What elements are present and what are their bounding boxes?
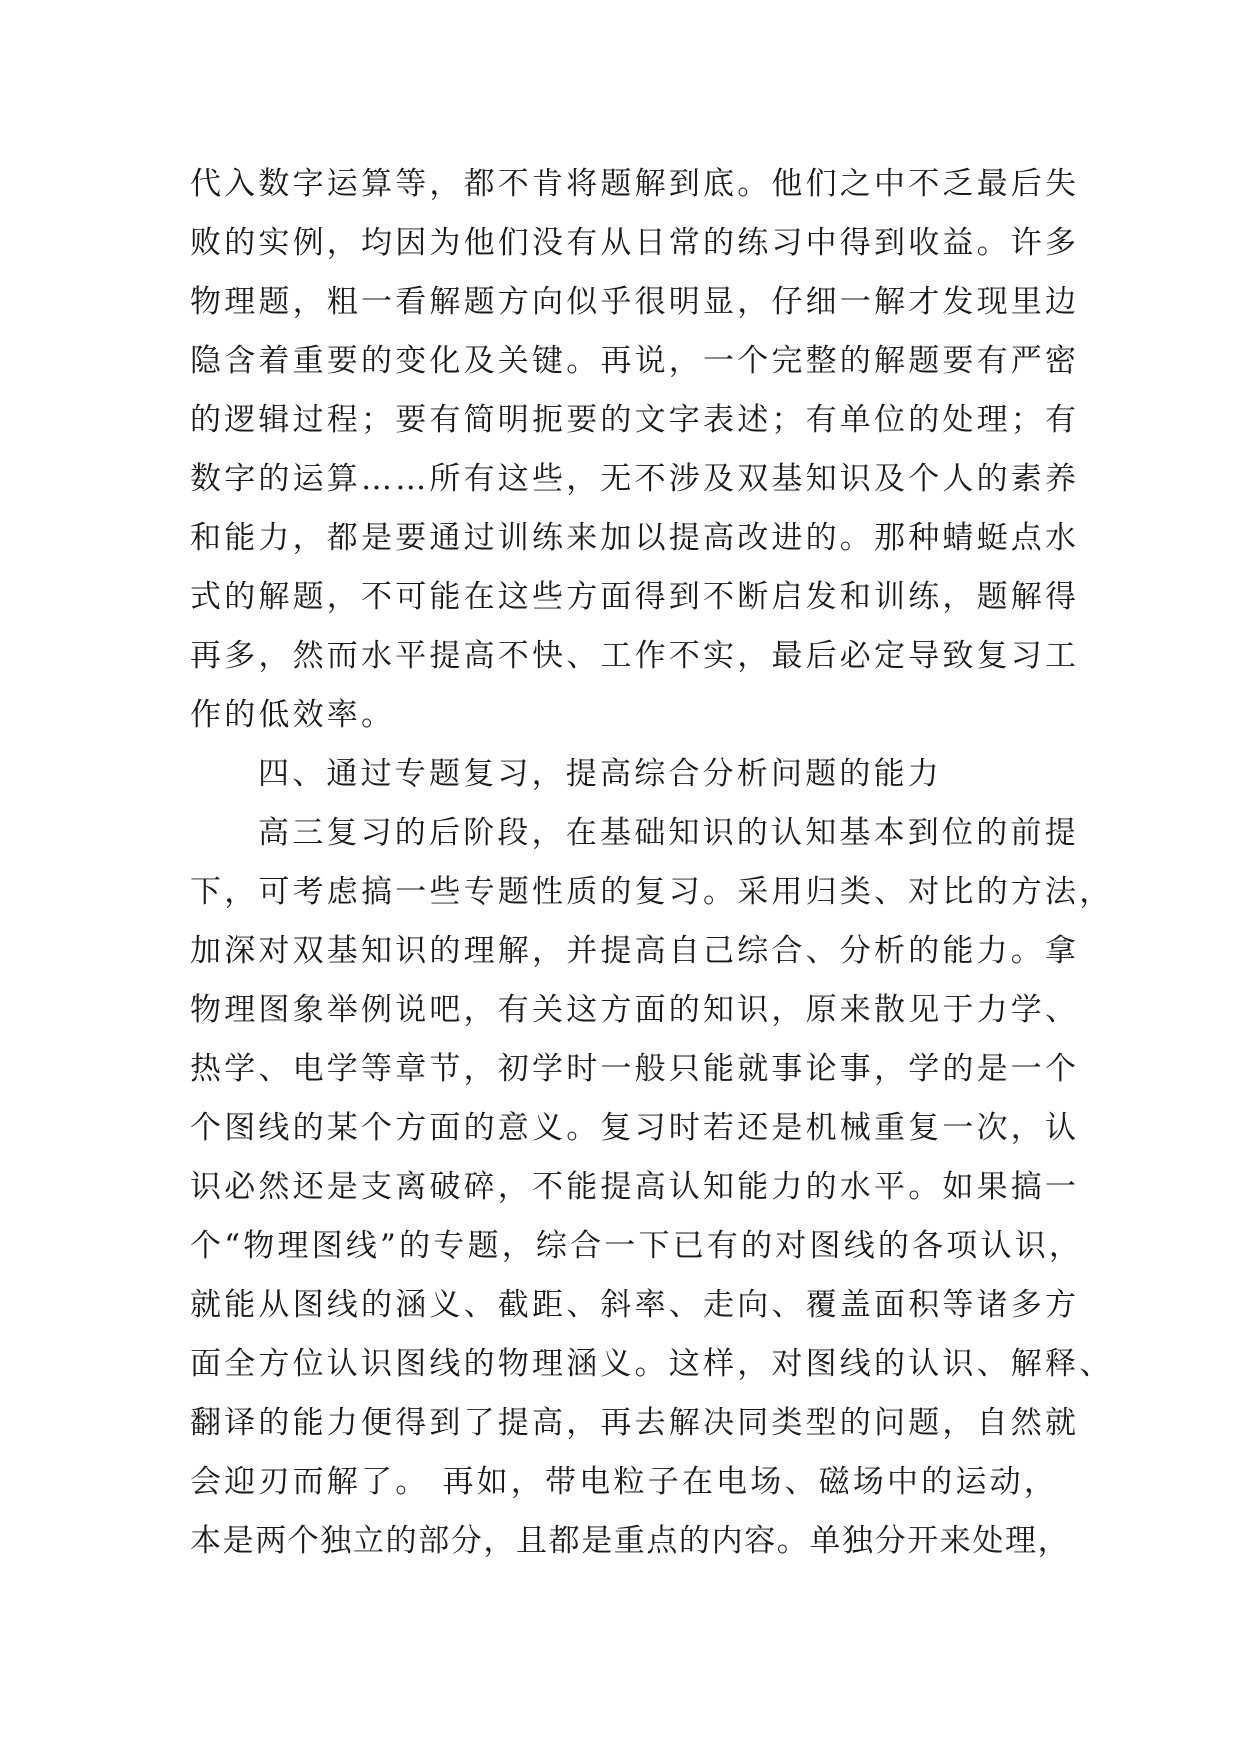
- paragraph-start: 高三复习的后阶段，在基础知识的认知基本到位的前提: [258, 815, 1079, 851]
- text-line: 隐含着重要的变化及关键。再说，一个完整的解题要有严密: [190, 343, 1080, 379]
- text-line: 物理题，粗一看解题方向似乎很明显，仔细一解才发现里边: [190, 284, 1080, 320]
- text-line: 代入数字运算等，都不肯将题解到底。他们之中不乏最后失: [190, 166, 1080, 202]
- text-line: 败的实例，均因为他们没有从日常的练习中得到收益。许多: [190, 225, 1080, 261]
- text-line: 式的解题，不可能在这些方面得到不断启发和训练，题解得: [190, 579, 1080, 615]
- text-line: 本是两个独立的部分，且都是重点的内容。单独分开来处理，: [190, 1523, 1071, 1559]
- text-line: 翻译的能力便得到了提高，再去解决同类型的问题，自然就: [190, 1405, 1080, 1441]
- text-line: 热学、电学等章节，初学时一般只能就事论事，学的是一个: [190, 1051, 1080, 1087]
- text-line: 识必然还是支离破碎，不能提高认知能力的水平。如果搞一: [190, 1169, 1080, 1205]
- text-line: 会迎刃而解了。 再如，带电粒子在电场、磁场中的运动，: [190, 1464, 1059, 1500]
- text-line: 的逻辑过程；要有简明扼要的文字表述；有单位的处理；有: [190, 402, 1080, 438]
- text-line: 和能力，都是要通过训练来加以提高改进的。那种蜻蜓点水: [190, 520, 1080, 556]
- text-line: 作的低效率。: [190, 697, 396, 733]
- text-line: 物理图象举例说吧，有关这方面的知识，原来散见于力学、: [190, 992, 1080, 1028]
- text-line: 面全方位认识图线的物理涵义。这样，对图线的认识、解释、: [190, 1346, 1114, 1382]
- text-line: 个“物理图线”的专题，综合一下已有的对图线的各项认识，: [190, 1228, 1084, 1264]
- section-heading: 四、通过专题复习，提高综合分析问题的能力: [258, 756, 942, 792]
- text-line: 就能从图线的涵义、截距、斜率、走向、覆盖面积等诸多方: [190, 1287, 1080, 1323]
- text-line: 加深对双基知识的理解，并提高自己综合、分析的能力。拿: [190, 933, 1080, 969]
- text-line: 个图线的某个方面的意义。复习时若还是机械重复一次，认: [190, 1110, 1080, 1146]
- text-line: 再多，然而水平提高不快、工作不实，最后必定导致复习工: [190, 638, 1080, 674]
- text-line: 数字的运算……所有这些，无不涉及双基知识及个人的素养: [190, 461, 1080, 497]
- text-line: 下，可考虑搞一些专题性质的复习。采用归类、对比的方法，: [190, 874, 1114, 910]
- body-text: [190, 155, 1114, 1571]
